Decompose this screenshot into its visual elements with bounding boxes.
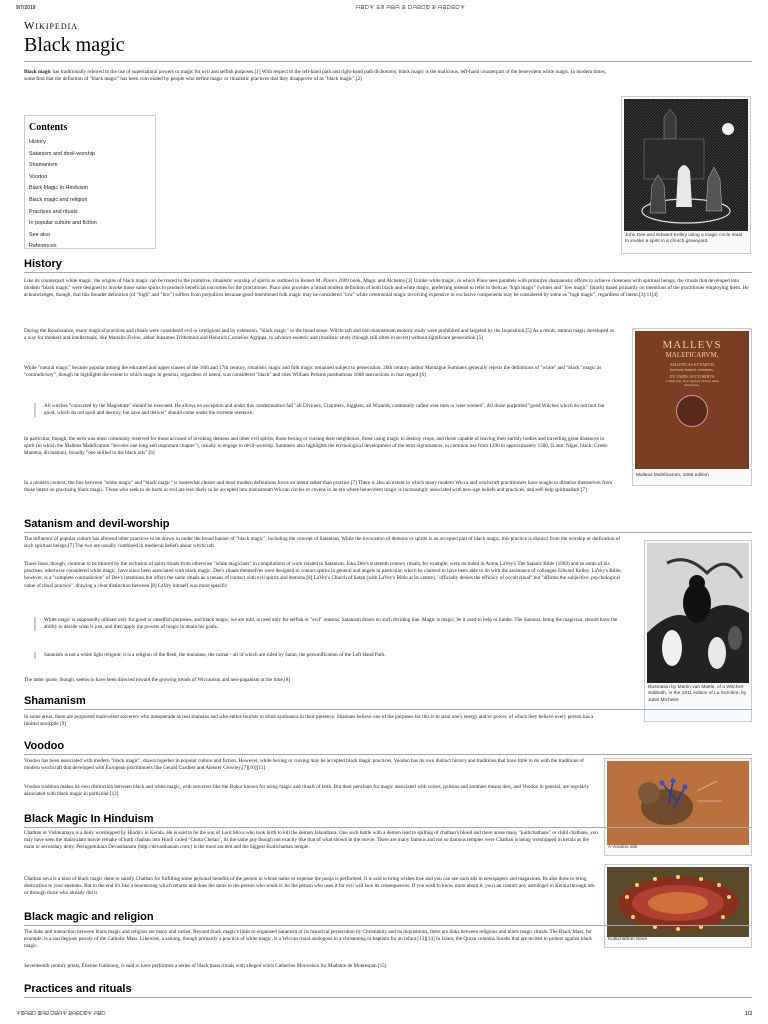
satanism-divider: [24, 532, 752, 533]
figure-witches-caption: Illustration by Martin van Maële, of a Witches' Sabbath, in the 1911 edition of La Sorcière, by Jules Michelet.: [648, 685, 747, 703]
toc-item-hinduism[interactable]: Black Magic In Hinduism: [29, 185, 89, 192]
print-footer-url: ᗐᗵᗩᗷᗞ ᗵᗩᗷ ᗞᗷᗩᗐ ᗿᗩᗷᗞᗵᗐ ᗩᗷᗞ: [16, 1011, 106, 1017]
heading-satanism: Satanism and devil-worship: [24, 518, 170, 530]
history-paragraph-1: Like its counterpart white magic, the origins of black magic can be traced to the primitive, ritualistic worship of spirits as outlined in Robert M. Place's 2009 book, Magic and Alchemy.[3] Unlike white magic, in which Place sees parallels with primitive shamanistic efforts to achieve closeness with spiritual beings, the rituals that developed into modern "black magic" were designed to invoke those same spirits to produce beneficial outcomes for the practitioner. Place also provides a broad modern definition of both black and white magic, preferring instead to refer to them as "high magic" (white) and "low magic" (black) based primarily on intentions of the practitioner employing them. He acknowledges, though, that this broader definition (of "high" and "low") suffers from prejudices because good-intentioned folk magic may be considered "low" while ceremonial magic involving expensive or exclusive components may be considered by some as "high magic", regardless of intent.[3]:11[4]: [24, 278, 749, 299]
history-paragraph-2: During the Renaissance, many magical practices and rituals were considered evil or irreligious and by extension, "black magic" in the broad sense. Witchcraft and non-mainstream esoteric study were prohibited and targeted by the Inquisition.[5] As a result, natural magic developed as a way for thinkers and intellectuals, like Marsilio Ficino, abbot Johannes Trithemius and Heinrich Cornelius Agrippa, to advance esoteric and ritualistic study (though still often in secret) without significant persecution.[5]: [24, 328, 614, 342]
shamanism-paragraph-1: In some areas, there are purported malevolent sorcerers who masquerade as real shamans and who entice tourists to drink ayahuasca in their presence. Shamans believe one of the purposes for this is to steal one's energy and/or power, of which they believe every person has a limited stockpile.[9]: [24, 714, 594, 728]
voodoo-divider: [24, 754, 752, 755]
voodoo-doll-image[interactable]: [607, 761, 749, 845]
practices-divider: [24, 997, 752, 998]
lead-paragraph: [24, 69, 614, 83]
figure-dee-kelley: [621, 96, 751, 254]
toc-item-references[interactable]: References: [29, 243, 57, 250]
lead-bold-term: Black magic: [24, 69, 52, 75]
figure-dee-kelley-caption: John Dee and Edward Kelley using a magic circle ritual to invoke a spirit in a church graveyard.: [625, 233, 743, 245]
print-page-number: 1/3: [745, 1011, 752, 1017]
heading-practices: Practices and rituals: [24, 983, 132, 995]
figure-kuttichathan-seva: [604, 864, 752, 948]
heading-hinduism: Black Magic In Hinduism: [24, 813, 154, 825]
toc-item-history[interactable]: History: [29, 139, 46, 145]
dee-kelley-engraving-image[interactable]: [624, 99, 748, 231]
figure-malleus: [632, 328, 752, 486]
history-paragraph-4: In particular, though, the term was most commonly reserved for those accused of invoking demons and other evil spirits, those hexing or cursing their neighbours, those using magic to destroy crops, and those capable of leaving their earthly bodies and travelling great distances in spirit (to which the Malleus Maleficarum "devotes one long and important chapter"), usually to engage in devil-worship. Summers also highlights the etymological development of the term nigromancer, in common use from 1200 to approximately 1500, (Latin: Niger, black; Greek: Manteia, divination), broadly "one skilled in the black arts".[6]: [24, 436, 609, 457]
history-paragraph-5: In a modern context, the line between "white magic" and "black magic" is somewhat clearer and most modern definitions focus on intent rather than practice.[7] There is also an extent to which many modern Wicca and witchcraft practitioners have sought to distance themselves from those intent on practising black magic. Those who seek to do harm or evil are less likely to be accepted into mainstream Wiccan circles or covens in an era where benevolent magic is increasingly associated with new-age beliefs and practices, and self-help spiritualism.[7]: [24, 480, 613, 494]
malleus-line-5: EX VARIIS AVCTORIBVS: [669, 374, 715, 379]
shamanism-divider: [24, 709, 752, 710]
hinduism-paragraph-2: Chathan seva is a kind of black magic done to satisfy Chathan for fulfilling some personal benefits of the person in whose name or expense the pooja is performed. It is said to bring wishes true and you can see such ads in newspapers and magazines. Its also done to bring destruction to your enemies. But in the end it's like a boomerang which returns and does the same to the person who sends it. So the person who uses it for evil will face its consequences. If you wish to know more about it, you can contact any astrologer in Kerala through ads or through those who already did it.: [24, 876, 595, 897]
figure-seva-caption: Kuttichathan Seva: [608, 937, 647, 942]
figure-witches-sabbath: [644, 540, 752, 722]
witches-sabbath-image[interactable]: [647, 543, 749, 683]
malleus-line-2: MALEFICARVM,: [665, 351, 719, 359]
figure-voodoo-doll-caption: A Voodoo doll.: [608, 845, 639, 850]
religion-paragraph-1: The links and interaction between black magic and religion are many and varied. Beyond black magic's links to organised Satanism or its historical persecution by Christianity and its inquisitions, there are links between religious and black magic rituals. The Black Mass, for example, is a sacrilegious parody of the Catholic Mass. Likewise, a saining, though primarily a practice of white magic, is a Wiccan ritual analogous to a christening or baptism for an infant.[13][14] In Islam, the Quran contains Surahs that are recited to protect against black magic.: [24, 929, 592, 950]
wikipedia-logo[interactable]: Wikipedia: [24, 20, 79, 32]
malleus-line-6: compilatus, & in quatuor Tomos iuste: [665, 379, 719, 383]
satanism-blockquote-2: Satanism is not a white light religion; it is a religion of the flesh, the mundane, the carnal - all of which are ruled by Satan, the personification of the Left Hand Path.: [34, 652, 628, 659]
heading-voodoo: Voodoo: [24, 740, 65, 752]
malleus-line-4: hæresim frameâ contenens,: [670, 367, 714, 372]
heading-shamanism: Shamanism: [24, 695, 86, 707]
heading-history: History: [24, 258, 62, 270]
hinduism-paragraph-1: Chathan or Vishnumaya is a deity worshipped by Hindu's in Kerala. He is said to be the son of Lord Shiva who took birth to kill the demon Jalandhara. One such battle with a demon lead to spilling of chathan's blood and there arose many "kuttichathans" or child chathans, you may have seen the malayalam movie remake of kutti chathan into Hindi called "Chota Chetan", its the same guy though not exactly like that of what shown in the movie. There are many famous and not so damous temples were Chathan is being worshipped in kerala as the main or secondary deity. Peringottukara Devasthanam (http://devasthanam.com/) is the most ancient and the biggest Kuttichathan temple.: [24, 830, 598, 851]
heading-religion: Black magic and religion: [24, 911, 154, 923]
figure-malleus-caption: Malleus Maleficarum, 1669 edition: [636, 473, 709, 478]
toc-item-practices[interactable]: Practices and rituals: [29, 208, 78, 215]
toc-list: [29, 137, 97, 253]
satanism-paragraph-2: Those lines, though, continue to be blurred by the inclusion of spirit rituals from otherwise "white magicians" in compilations of work related to Satanism. John Dee's sixteenth century rituals, for example, were included in Anton LaVey's The Satanic Bible (1969) and so some of his practises, otherwise considered white magic, have since been associated with black magic. Dee's rituals themselves were designed to contact spirits in general and angels in particular, which he claimed to have been able to do with the assistance of colleague Edward Kelley. LaVey's Bible, however, is a "complete contradiction" of Dee's intentions but offers the same rituals as a means of contact with evil spirits and demons.[8] LaVey's Church of Satan (with LaVey's Bible at its centre), "officially denies the efficacy of occult ritual" but "affirms the subjective, psychological value of ritual practice", drawing a clear distinction between.[8] LaVey himself was more specific:: [24, 561, 622, 589]
toc-title: Contents: [29, 122, 68, 133]
lead-text: has traditionally referred to the use of supernatural powers or magic for evil and selfish purposes.[1] With respect to the left-hand path and right-hand path dichotomy, black magic is the malicious, left-hand counterpart of the benevolent white magic. In modern times, some find that the definition of "black magic" has been convoluted by people who define magic or ritualistic practices that they disapprove of as "black magic".[2]: [24, 69, 607, 83]
history-divider: [24, 272, 752, 273]
toc-item-voodoo[interactable]: Voodoo: [29, 173, 48, 180]
history-blockquote: All witches "convicted by the Magistrate" should be executed. He allows no exception and under this condemnation fall "all Diviners, Charmers, Jugglers, all Wizards, commonly called wise men or wise women". All those purported "good Witches which do not hurt but good, which do not spoil and destroy, but save and deliver" should come under the extreme sentence.: [34, 403, 608, 417]
religion-divider: [24, 925, 752, 926]
history-paragraph-3: While "natural magic" became popular among the educated and upper classes of the 16th and 17th century, ritualistic magic and folk magic remained subject to persecution. 20th century author Montague Summers generally rejects the definitions of "white" and "black" magic as "contradictory", though he highlights the extent to which magic in general, regardless of intent, was considered "black" and cites William Perkins posthumous 1608 instructions in that regard:[6]: [24, 365, 602, 379]
satanism-paragraph-3: The latter quote, though, seems to have been directed toward the growing trends of Wiccanism and neo-paganism at the time.[8]: [24, 677, 291, 683]
print-footer: [16, 1011, 752, 1019]
malleus-line-3: MALEFICAS ET EARVM: [670, 362, 714, 367]
voodoo-paragraph-1: Voodoo has been associated with modern "black magic", drawn together in popular culture and fiction. However, while hexing or cursing may be accepted black magic practices, Voodoo has its own distinct history and traditions that have little to do with the traditions of modern witchcraft that developed with European practitioners like Gerald Gardner and Aleister Crowley.[7][10][11]: [24, 758, 584, 772]
malleus-title-page-image[interactable]: [635, 331, 749, 469]
print-title: ᗩᗷᗞᗐ ᗴᗰ ᗩᗷᗩ ᗿ ᗞᗩᗷᗞᗵ ᗿ ᗩᗷᗞᗷᗞᗐ: [356, 5, 466, 11]
toc-item-religion[interactable]: Black magic and religion: [29, 196, 88, 203]
table-of-contents: [24, 115, 156, 249]
hinduism-divider: [24, 827, 752, 828]
toc-item-shamanism[interactable]: Shamanism: [29, 162, 58, 169]
toc-item-popular-culture[interactable]: In popular culture and fiction: [29, 220, 97, 227]
religion-paragraph-2: Seventeenth century priest, Étienne Guibourg, is said to have performed a series of black mass rituals with alleged witch Catherine Monvoisin for Madame de Montespan.[15]: [24, 963, 387, 969]
print-date: 9/7/2019: [16, 5, 36, 11]
toc-item-see-also[interactable]: See also: [29, 231, 50, 238]
satanism-paragraph-1: The influence of popular culture has allowed other practices to be drawn in under the broad banner of "black magic", including the concept of Satanism. While the invocation of demons or spirits is an accepted part of black magic, this practice is distinct from the worship or deification of such spiritual beings.[7] The two are usually combined in medieval beliefs about witchcraft.: [24, 536, 621, 550]
satanism-blockquote-1: White magic is supposedly utilised only for good or unselfish purposes, and black magic, we are told, is used only for selfish or "evil" reasons. Satanism draws no such dividing line. Magic is magic, be it used to help or hinder. The Satanist, being the magician, should have the ability to decide what is just, and then apply the powers of magic to attain his goals.: [34, 617, 628, 631]
malleus-line-1: MALLEVS: [662, 339, 722, 351]
kuttichathan-seva-image[interactable]: [607, 867, 749, 937]
malleus-line-7: distributus,: [684, 383, 700, 387]
page-title: Black magic: [24, 34, 125, 56]
print-header: [16, 5, 752, 13]
title-divider: [24, 61, 752, 62]
voodoo-paragraph-2: Voodoo tradition makes its own distinction between black and white magic, with sorcerers like the Bokor known for using magic and rituals of both. But their penchant for magic associated with curses, poisons and zombies means they, and Voodoo in general, are regularly associated with black magic in particular.[12]: [24, 784, 590, 798]
toc-item-satanism[interactable]: Satanism and devil-worship: [29, 150, 95, 157]
figure-voodoo-doll: [604, 758, 752, 856]
